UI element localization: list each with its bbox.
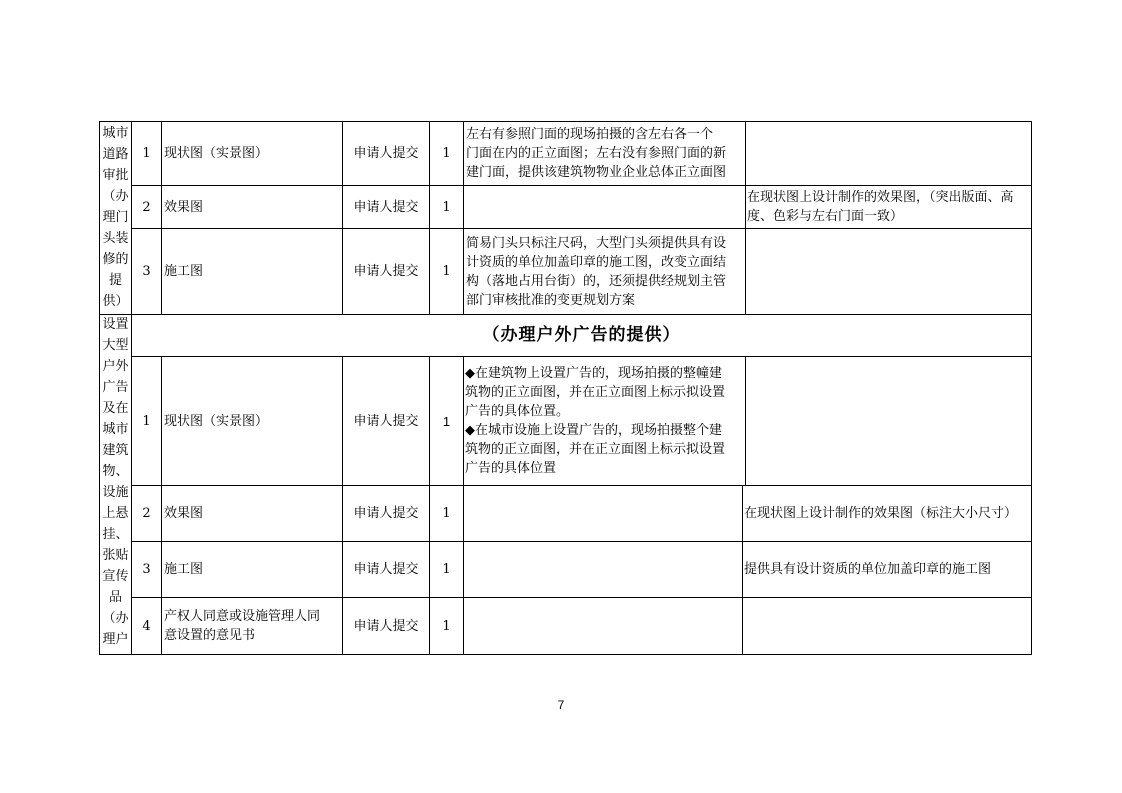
table-line bbox=[99, 654, 1032, 655]
description-line: 门面在内的正立面图；左右没有参照门面的新 bbox=[466, 146, 727, 161]
description-line: 广告的具体位置。 bbox=[465, 404, 570, 419]
category-line: 供） bbox=[102, 294, 129, 309]
material-note: 在现状图上设计制作的效果图（标注大小尺寸） bbox=[744, 506, 1018, 521]
description-line: 筑物的正立面图，并在正立面图上标示拟设置 bbox=[465, 442, 726, 457]
category-line: 设置 bbox=[102, 317, 129, 332]
category-line: 头装 bbox=[102, 231, 129, 246]
category-line: 户外 bbox=[102, 359, 129, 374]
category-line: 道路 bbox=[102, 147, 129, 162]
copy-count: 1 bbox=[442, 413, 451, 429]
category-line: 大型 bbox=[102, 338, 129, 353]
category-line: （办 bbox=[102, 189, 129, 204]
table-line bbox=[1031, 121, 1032, 655]
description-line: 筑物的正立面图，并在正立面图上标示拟设置 bbox=[465, 385, 726, 400]
description-line: 计资质的单位加盖印章的施工图，改变立面结 bbox=[466, 254, 727, 270]
category-cell bbox=[100, 122, 131, 654]
category-line: （办 bbox=[102, 611, 129, 626]
category-line: 上悬 bbox=[102, 506, 129, 521]
description-line: 广告的具体位置 bbox=[465, 461, 557, 476]
copy-count: 1 bbox=[442, 618, 451, 634]
page-number: 7 bbox=[557, 698, 565, 712]
category-line: 宣传 bbox=[102, 569, 129, 584]
material-name-line: 意设置的意见书 bbox=[164, 628, 256, 643]
copy-count: 1 bbox=[442, 264, 451, 279]
section-header: （办理户外广告的提供） bbox=[482, 325, 681, 345]
material-source: 申请人提交 bbox=[353, 506, 419, 521]
copy-count: 1 bbox=[442, 562, 451, 577]
material-source: 申请人提交 bbox=[353, 618, 419, 634]
note-line: 度、色彩与左右门面一致） bbox=[747, 209, 904, 224]
category-line: 修的 bbox=[102, 252, 129, 267]
material-name: 施工图 bbox=[164, 264, 204, 279]
category-line: 理户 bbox=[102, 632, 129, 647]
table-line bbox=[745, 356, 746, 486]
description-line: 部门审核批准的变更规划方案 bbox=[466, 292, 636, 308]
row-number: 2 bbox=[142, 506, 151, 521]
material-name: 现状图（实景图） bbox=[164, 146, 269, 161]
description-line: 建门面，提供该建筑物物业企业总体正立面图 bbox=[466, 165, 727, 180]
material-name: 效果图 bbox=[164, 506, 204, 521]
row-number: 4 bbox=[142, 618, 151, 634]
copy-count: 1 bbox=[442, 506, 451, 521]
category-line: 物、 bbox=[102, 464, 129, 479]
material-name: 施工图 bbox=[164, 562, 204, 577]
row-number: 1 bbox=[142, 146, 151, 161]
material-name-line: 产权人同意或设施管理人同 bbox=[164, 609, 321, 624]
category-line: 设施 bbox=[102, 485, 129, 500]
material-source: 申请人提交 bbox=[353, 562, 419, 577]
material-name: 现状图（实景图） bbox=[164, 413, 269, 429]
copy-count: 1 bbox=[442, 199, 451, 215]
category-line: 张贴 bbox=[102, 548, 129, 563]
description-line: 简易门头只标注尺码，大型门头须提供具有设 bbox=[466, 235, 727, 251]
material-source: 申请人提交 bbox=[353, 146, 419, 161]
material-name bbox=[162, 598, 342, 654]
row-number: 3 bbox=[142, 562, 151, 577]
row-number: 2 bbox=[142, 199, 151, 215]
material-source: 申请人提交 bbox=[353, 264, 419, 279]
copy-count: 1 bbox=[442, 146, 451, 161]
category-line: 城市 bbox=[102, 422, 129, 437]
material-name: 效果图 bbox=[164, 199, 204, 215]
material-source: 申请人提交 bbox=[353, 413, 419, 429]
material-description bbox=[464, 229, 745, 314]
row-number: 1 bbox=[142, 413, 151, 429]
note-line: 在现状图上设计制作的效果图，（突出版面、高 bbox=[747, 190, 1014, 205]
material-description bbox=[464, 357, 745, 485]
category-line: 城市 bbox=[102, 126, 129, 141]
material-note: 提供具有设计资质的单位加盖印章的施工图 bbox=[744, 562, 992, 577]
description-line: 左右有参照门面的现场拍摄的含左右各一个 bbox=[466, 127, 714, 142]
category-line: 理门 bbox=[102, 210, 129, 225]
material-description bbox=[464, 122, 745, 185]
material-note bbox=[746, 186, 1031, 228]
row-number: 3 bbox=[142, 264, 151, 279]
category-line: 建筑 bbox=[102, 443, 129, 458]
category-line: 提 bbox=[108, 273, 122, 288]
category-line: 挂、 bbox=[102, 527, 129, 542]
material-source: 申请人提交 bbox=[353, 199, 419, 215]
description-line: ◆在建筑物上设置广告的，现场拍摄的整幢建 bbox=[465, 366, 722, 381]
category-line: 审批 bbox=[102, 168, 129, 183]
description-line: ◆在城市设施上设置广告的，现场拍摄整个建 bbox=[465, 423, 722, 438]
description-line: 构（落地占用台街）的，还须提供经规划主管 bbox=[466, 273, 727, 289]
category-line: 广告 bbox=[102, 380, 129, 395]
category-line: 品 bbox=[108, 590, 122, 605]
category-line: 及在 bbox=[102, 401, 129, 416]
